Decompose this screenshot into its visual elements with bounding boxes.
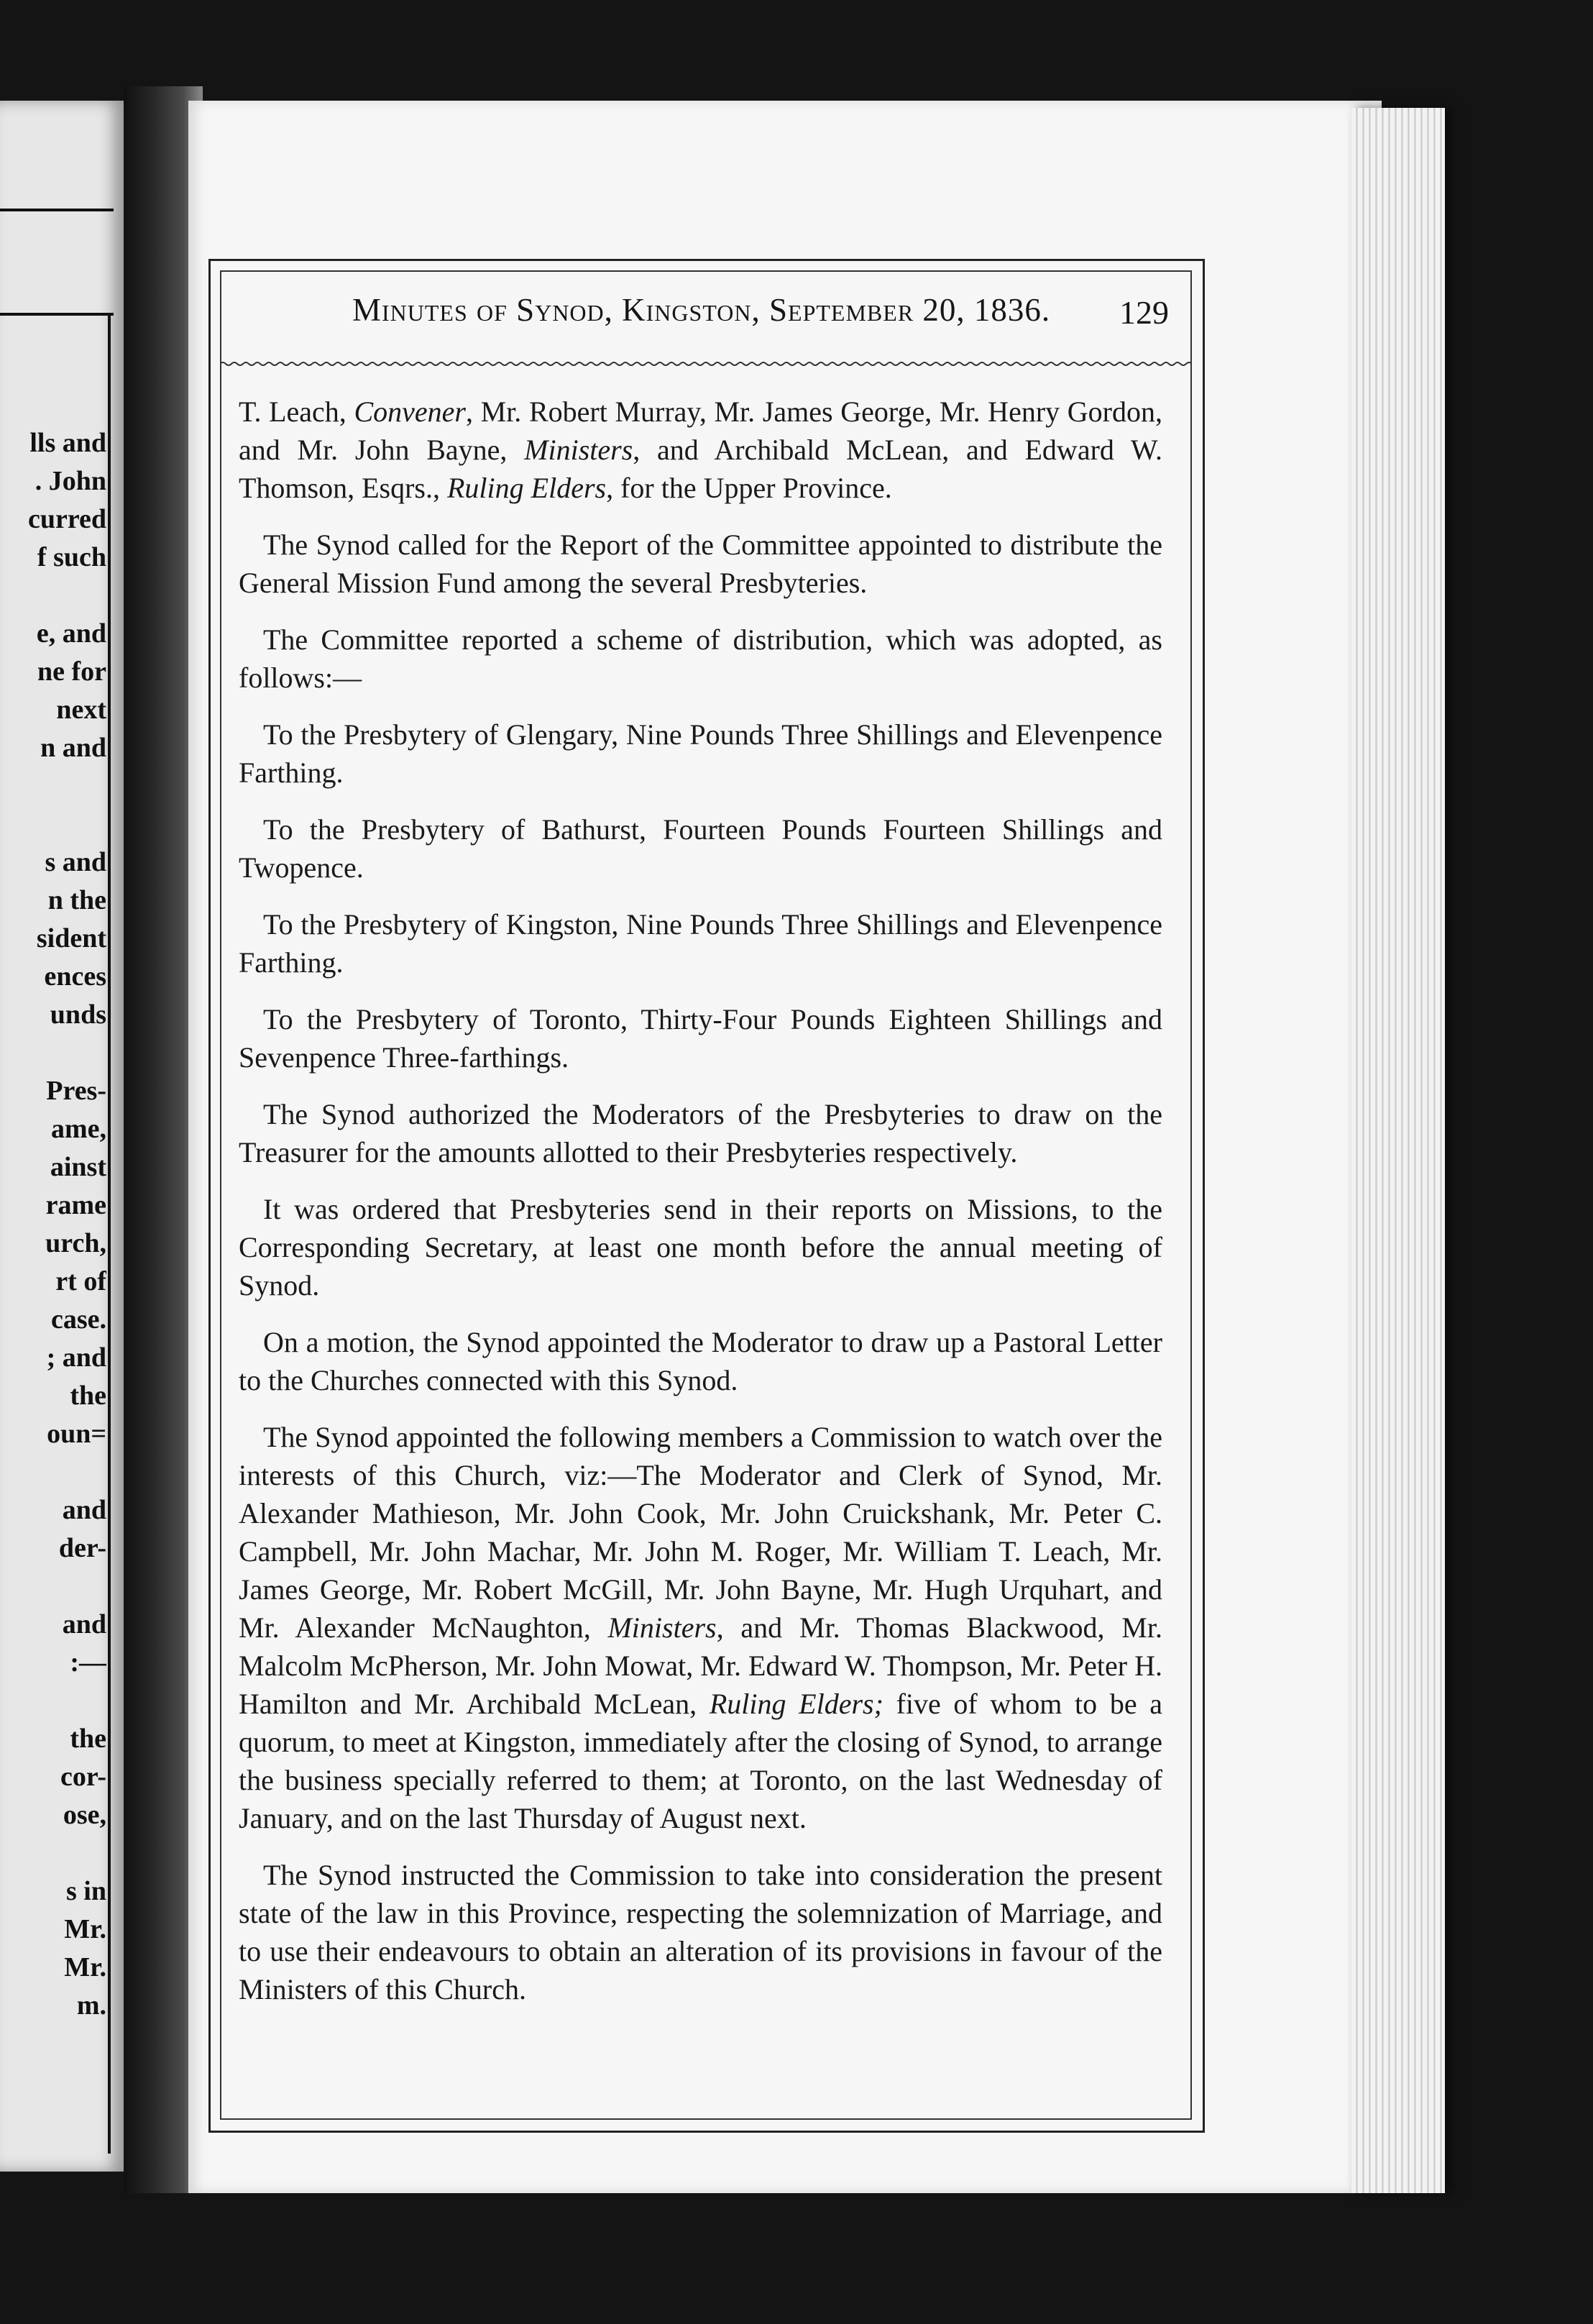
text-run: , Mr. Robert Murray, Mr. James George, Mr. Henry Gordon, and Mr. John Bayne,: [239, 395, 1162, 466]
left-page-line: the: [70, 1381, 106, 1411]
text-run: To the Presbytery of Glengary, Nine Pounds Three Shillings and Elevenpence Farthing.: [239, 718, 1162, 789]
left-page-line: [0, 805, 106, 843]
text-run: To the Presbytery of Kingston, Nine Pounds Three Shillings and Elevenpence Farthing.: [239, 908, 1162, 979]
text-run: It was ordered that Presbyteries send in their reports on Missions, to the Corresponding Secretary, at least one month before the annual meeting of Synod.: [239, 1193, 1162, 1301]
text-run: , and Mr. Thomas Blackwood, Mr. Malcolm McPherson, Mr. John Mowat, Mr. Edward W. Thompson, Mr. Peter H. Hamilton and Mr. Archibald McLean,: [239, 1611, 1162, 1720]
paragraph: [239, 621, 1162, 697]
text-run: To the Presbytery of Toronto, Thirty-Four Pounds Eighteen Shillings and Sevenpence Three-farthings.: [239, 1003, 1162, 1074]
left-page-line: [0, 1034, 106, 1072]
left-page-line: n and: [40, 733, 106, 763]
left-page-line: ences: [44, 961, 106, 992]
left-page-line: urch,: [45, 1228, 106, 1258]
left-page-line: [0, 1682, 106, 1720]
text-run: The Synod appointed the following members a Commission to watch over the interests of this Church, viz:—The Moderator and Clerk of Synod, Mr. Alexander Mathieson, Mr. John Cook, Mr. John Cruickshank, Mr. Peter C. Campbell, Mr. John Machar, Mr. John M. Roger, Mr. William T. Leach, Mr. James George, Mr. Robert McGill, Mr. John Bayne, Mr. Hugh Urquhart, and Mr. Alexander McNaughton,: [239, 1421, 1162, 1644]
page-edges: [1351, 108, 1445, 2193]
text-run: five of whom to be a quorum, to meet at Kingston, immediately after the closing of Synod, to arrange the business specially referred to them; at Toronto, on the last Wednesday of January, and on the last Thursday of August next.: [239, 1688, 1162, 1834]
left-page-line: ; and: [46, 1342, 106, 1373]
left-page-line: ame,: [50, 1114, 106, 1144]
left-page-line: n the: [47, 885, 106, 915]
left-page-line: rame: [45, 1190, 106, 1220]
left-page-line: next: [56, 695, 106, 725]
left-page-line: [0, 577, 106, 615]
italic-text: Ruling Elders: [447, 472, 607, 504]
left-page-line: e, and: [36, 618, 106, 649]
left-page-line: the: [70, 1724, 106, 1754]
paragraph: [239, 715, 1162, 792]
text-run: , and Archibald McLean, and Edward W. Thomson, Esqrs.,: [239, 434, 1162, 504]
paragraph: [239, 1418, 1162, 1837]
left-page-line: f such: [37, 542, 106, 572]
left-page-line: der-: [58, 1533, 106, 1563]
paragraph: [239, 905, 1162, 982]
left-page-line: Mr.: [64, 1914, 106, 1944]
text-run: The Committee reported a scheme of distribution, which was adopted, as follows:—: [239, 623, 1162, 694]
text-run: To the Presbytery of Bathurst, Fourteen Pounds Fourteen Shillings and Twopence.: [239, 813, 1162, 884]
text-run: The Synod called for the Report of the Committee appointed to distribute the General Mission Fund among the several Presbyteries.: [239, 529, 1162, 599]
paragraph: [239, 1000, 1162, 1076]
left-page-line: s and: [45, 847, 106, 877]
left-page-rule: [0, 209, 114, 211]
paragraph: [239, 393, 1162, 507]
left-page-line: :—: [70, 1647, 106, 1678]
paragraph: [239, 526, 1162, 602]
left-page-text-fragments: [0, 424, 106, 2025]
text-run: On a motion, the Synod appointed the Moderator to draw up a Pastoral Letter to the Churches connected with this Synod.: [239, 1326, 1162, 1396]
left-page-line: and: [62, 1495, 106, 1525]
paragraph: [239, 810, 1162, 887]
header-wavy-rule: [220, 360, 1192, 368]
text-run: , for the Upper Province.: [606, 472, 892, 504]
left-page-line: [0, 1834, 106, 1872]
text-run: T. Leach,: [239, 395, 354, 428]
italic-text: Ruling Elders;: [709, 1688, 883, 1720]
left-page-line: ose,: [63, 1800, 106, 1830]
italic-text: Ministers: [524, 434, 633, 466]
left-page-line: oun=: [47, 1419, 106, 1449]
left-page-line: ne for: [37, 657, 106, 687]
left-page-line: [0, 1453, 106, 1491]
italic-text: Ministers: [607, 1611, 717, 1644]
left-page-line: lls and: [29, 428, 106, 458]
paragraph: [239, 1095, 1162, 1171]
left-page-frame-line: [108, 313, 111, 2154]
left-page-line: s in: [66, 1876, 106, 1906]
left-page-line: case.: [50, 1304, 106, 1335]
left-page-line: curred: [27, 504, 106, 534]
left-page-line: sident: [36, 923, 106, 953]
left-page-line: ainst: [50, 1152, 106, 1182]
left-page-line: [0, 767, 106, 805]
left-facing-page: [0, 101, 124, 2172]
left-page-line: rt of: [55, 1266, 106, 1296]
paragraph: [239, 1856, 1162, 2008]
left-page-line: and: [62, 1609, 106, 1639]
left-page-rule: [0, 313, 114, 316]
left-page-line: . John: [35, 466, 106, 496]
body-text: [239, 393, 1162, 2104]
left-page-line: unds: [50, 999, 106, 1030]
left-page-line: cor-: [60, 1762, 106, 1792]
text-run: The Synod instructed the Commission to take into consideration the present state of the law in this Province, respecting the solemnization of Marriage, and to use their endeavours to obtain an alteration of its provisions in favour of the Ministers of this Church.: [239, 1859, 1162, 2005]
left-page-line: Mr.: [64, 1952, 106, 1982]
paragraph: [239, 1323, 1162, 1399]
text-run: The Synod authorized the Moderators of the Presbyteries to draw on the Treasurer for the amounts allotted to their Presbyteries respectively.: [239, 1098, 1162, 1168]
paragraph: [239, 1190, 1162, 1304]
left-page-line: Pres-: [46, 1076, 106, 1106]
left-page-line: [0, 1568, 106, 1606]
running-head: Minutes of Synod, Kingston, September 20, 1836.: [352, 292, 1051, 328]
page-number: 129: [1119, 294, 1169, 331]
italic-text: Convener: [354, 395, 466, 428]
left-page-line: m.: [76, 1990, 106, 2021]
